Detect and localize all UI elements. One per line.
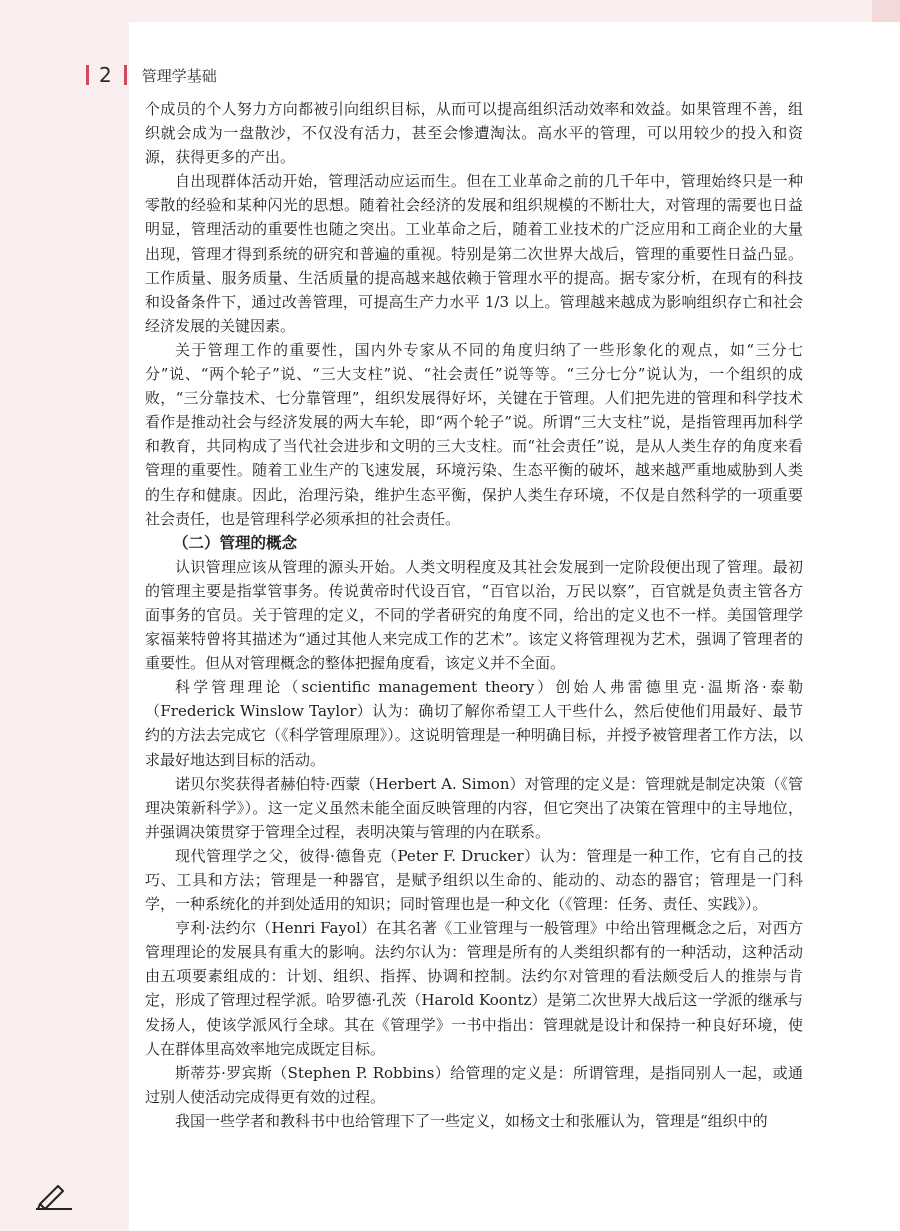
header-divider-left xyxy=(86,65,89,85)
paragraph: 斯蒂芬·罗宾斯（Stephen P. Robbins）给管理的定义是：所谓管理，是指同别人一起，或通过别人使活动完成得更有效的过程。 xyxy=(145,1063,803,1106)
paragraph: 自出现群体活动开始，管理活动应运而生。但在工业革命之前的几千年中，管理始终只是一种零散的经验和某种闪光的思想。随着社会经济的发展和组织规模的不断壮大，对管理的需要也日益明显，管理活动的重要性也随之突出。工业革命之后，随着工业技术的广泛应用和工商企业的大量出现，管理才得到系统的研究和普遍的重视。特别是第二次世界大战后，管理的重要性日益凸显。工作质量、服务质量、生活质量的提高越来越依赖于管理水平的提高。据专家分析，在现有的科技和设备条件下，通过改善管理，可提高生产力水平 1/3 以上。管理越来越成为影响组织存亡和社会经济发展的关键因素。 xyxy=(145,172,803,335)
book-title: 管理学基础 xyxy=(141,66,217,85)
paragraph: 个成员的个人努力方向都被引向组织目标，从而可以提高组织活动效率和效益。如果管理不善，组织就会成为一盘散沙，不仅没有活力，甚至会惨遭淘汰。高水平的管理，可以用较少的投入和资源，获得更多的产出。 xyxy=(145,100,803,167)
paragraph: 认识管理应该从管理的源头开始。人类文明程度及其社会发展到一定阶段便出现了管理。最初的管理主要是指掌管事务。传说黄帝时代设百官，“百官以治，万民以察”，百官就是负责主管各方面事务的官员。关于管理的定义，不同的学者研究的角度不同，给出的定义也不一样。美国管理学家福莱特曾将其描述为“通过其他人来完成工作的艺术”。该定义将管理视为艺术，强调了管理者的重要性。但从对管理概念的整体把握角度看，该定义并不全面。 xyxy=(145,557,803,673)
paragraph: 我国一些学者和教科书中也给管理下了一些定义，如杨文士和张雁认为，管理是“组织中的 xyxy=(175,1111,768,1130)
paragraph: 诺贝尔奖获得者赫伯特·西蒙（Herbert A. Simon）对管理的定义是：管理就是制定决策（《管理决策新科学》）。这一定义虽然未能全面反映管理的内容，但它突出了决策在管理中的主导地位，并强调决策贯穿于管理全过程，表明决策与管理的内在联系。 xyxy=(145,774,803,841)
page-header xyxy=(86,60,217,90)
page-number: 2 xyxy=(99,63,112,87)
paragraph: 亨利·法约尔（Henri Fayol）在其名著《工业管理与一般管理》中给出管理概念之后，对西方管理理论的发展具有重大的影响。法约尔认为：管理是所有的人类组织都有的一种活动，这种活动由五项要素组成的：计划、组织、指挥、协调和控制。法约尔对管理的看法颇受后人的推崇与肯定，形成了管理过程学派。哈罗德·孔茨（Harold Koontz）是第二次世界大战后这一学派的继承与发扬人，使该学派风行全球。其在《管理学》一书中指出：管理就是设计和保持一种良好环境，使人在群体里高效率地完成既定目标。 xyxy=(145,919,803,1058)
paragraph: 关于管理工作的重要性，国内外专家从不同的角度归纳了一些形象化的观点，如“三分七分”说、“两个轮子”说、“三大支柱”说、“社会责任”说等等。“三分七分”说认为，一个组织的成败，“三分靠技术、七分靠管理”，组织发展得好坏，关键在于管理。人们把先进的管理和科学技术看作是推动社会与经济发展的两大车轮，即“两个轮子”说。所谓“三大支柱”说，是指管理再加科学和教育，共同构成了当代社会进步和文明的三大支柱。而“社会责任”说，是从人类生存的角度来看管理的重要性。随着工业生产的飞速发展，环境污染、生态平衡的破坏，越来越严重地威胁到人类的生存和健康。因此，治理污染，维护生态平衡，保护人类生存环境，不仅是自然科学的一项重要社会责任，也是管理科学必须承担的社会责任。 xyxy=(145,340,803,528)
left-margin-band xyxy=(0,0,129,1231)
paragraph: 科学管理理论（scientific management theory）创始人弗雷德里克·温斯洛·泰勒（Frederick Winslow Taylor）认为：确切了解你希望工人干些什么，然后使他们用最好、最节约的方法去完成它（《科学管理原理》）。这说明管理是一种明确目标，并授予被管理者工作方法，以求最好地达到目标的活动。 xyxy=(145,678,803,769)
page-body xyxy=(145,97,803,1133)
top-corner-tab xyxy=(872,0,900,22)
top-margin-band xyxy=(129,0,900,22)
pen-writing-icon xyxy=(34,1180,74,1210)
paragraph: 现代管理学之父，彼得·德鲁克（Peter F. Drucker）认为：管理是一种工作，它有自己的技巧、工具和方法；管理是一种器官，是赋予组织以生命的、能动的、动态的器官；管理是一门科学，一种系统化的并到处适用的知识；同时管理也是一种文化（《管理：任务、责任、实践》）。 xyxy=(145,846,803,914)
header-divider-right xyxy=(124,65,127,85)
section-heading: （二）管理的概念 xyxy=(173,533,298,552)
